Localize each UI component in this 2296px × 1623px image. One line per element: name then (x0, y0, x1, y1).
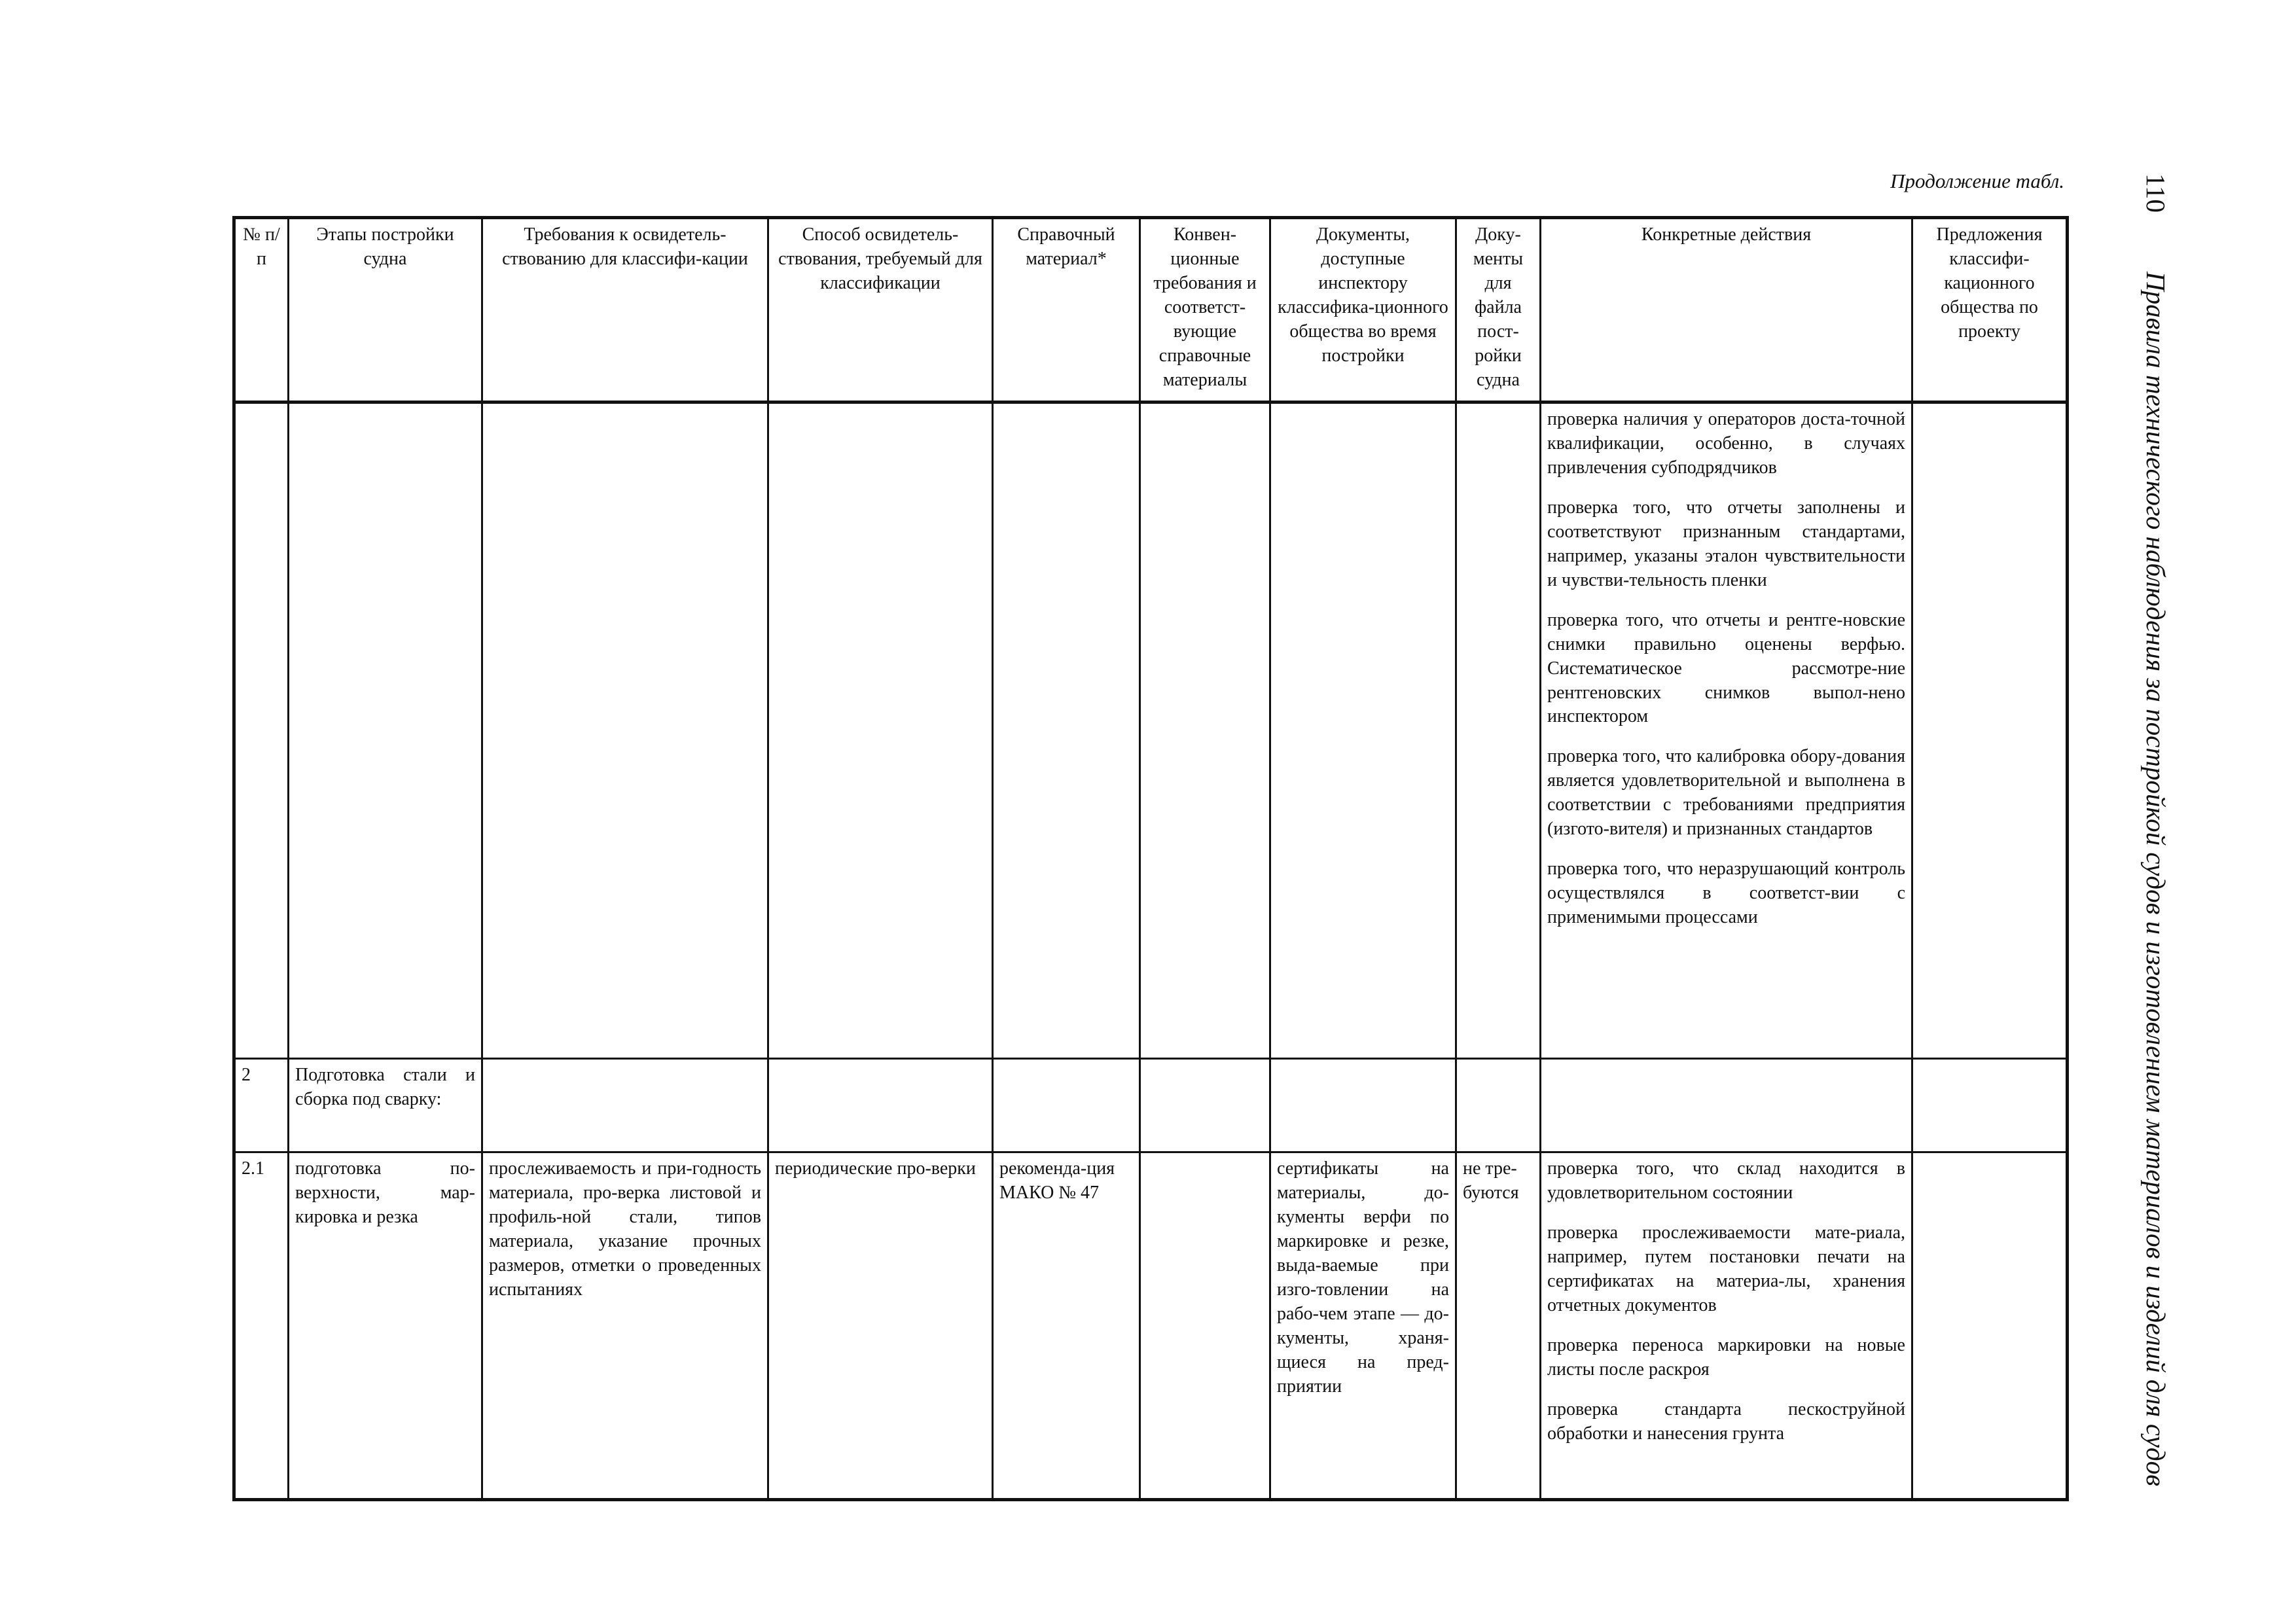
col-header-number: № п/п (234, 218, 289, 402)
continuation-label: Продолжение табл. (1890, 169, 2064, 192)
cell-proposals (1912, 1059, 2068, 1152)
action-item: проверка переноса маркировки на новые листы после раскроя (1547, 1334, 1905, 1380)
cell-proposals (1912, 402, 2068, 1059)
col-header-stage: Этапы постройки судна (289, 218, 482, 402)
cell-reference (993, 402, 1140, 1059)
table-row (234, 1152, 2068, 1500)
col-header-actions: Конкретные действия (1541, 218, 1912, 402)
cell-file-docs (1456, 1059, 1541, 1152)
col-header-reference: Справочный материал* (993, 218, 1140, 402)
cell-number (234, 402, 289, 1059)
action-item: проверка стандарта пескоструйной обработки и нанесения грунта (1547, 1399, 1905, 1444)
cell-number: 2.1 (234, 1152, 289, 1500)
cell-reference (993, 1059, 1140, 1152)
cell-actions (1541, 1059, 1912, 1152)
cell-documents: сертификаты на материалы, до-кументы верфи по маркировке и резке, выда-ваемые при изго-товлении на рабо-чем этапе — до-кументы, храня-щиеся на пред-приятии (1270, 1152, 1456, 1500)
action-item: проверка того, что неразрушающий контроль осуществлялся в соответст-вии с применимыми процессами (1547, 859, 1905, 928)
table-header-row (234, 218, 2068, 402)
col-header-proposals: Предложения классифи-кационного общества по проекту (1912, 218, 2068, 402)
running-title: Правила технического наблюдения за постройкой судов и изготовлением материалов и изделий для судов (2141, 271, 2171, 1486)
col-header-documents: Документы, доступные инспектору классифика-ционного общества во время постройки (1270, 218, 1456, 402)
action-item: проверка того, что калибровка обору-дования является удовлетворительной и выполнена в соответствии с требованиями предприятия (изгото-вителя) и признанных стандартов (1547, 746, 1905, 840)
cell-requirements (482, 402, 768, 1059)
cell-proposals (1912, 1152, 2068, 1500)
side-header (2130, 173, 2182, 1486)
page-number: 110 (2141, 173, 2171, 213)
cell-convention (1140, 1059, 1270, 1152)
cell-file-docs: не тре-буются (1456, 1152, 1541, 1500)
action-item: проверка того, что отчеты заполнены и соответствуют признанным стандартами, например, указаны эталон чувствительности и чувстви-тельность пленки (1547, 497, 1905, 590)
table-row (234, 402, 2068, 1059)
action-item: проверка наличия у операторов доста-точной квалификации, особенно, в случаях привлечения субподрядчиков (1547, 409, 1905, 478)
cell-stage: подготовка по-верхности, мар-кировка и резка (289, 1152, 482, 1500)
action-item: проверка прослеживаемости мате-риала, например, путем постановки печати на сертификатах на материа-лы, хранения отчетных документов (1547, 1222, 1905, 1315)
col-header-method: Способ освидетель-ствования, требуемый для классификации (768, 218, 993, 402)
cell-convention (1140, 1152, 1270, 1500)
col-header-requirements: Требования к освидетель-ствованию для классифи-кации (482, 218, 768, 402)
col-header-file-docs: Доку-менты для файла пост-ройки судна (1456, 218, 1541, 402)
cell-actions (1541, 1152, 1912, 1500)
survey-table (232, 216, 2069, 1501)
cell-documents (1270, 1059, 1456, 1152)
cell-requirements: прослеживаемость и при-годность материала, про-верка листовой и профиль-ной стали, типов материала, указание прочных размеров, отметки о проведенных испытаниях (482, 1152, 768, 1500)
cell-method (768, 402, 993, 1059)
cell-method (768, 1059, 993, 1152)
action-item: проверка того, что склад находится в удовлетворительном состоянии (1547, 1158, 1905, 1203)
cell-reference: рекоменда-ция МАКО № 47 (993, 1152, 1140, 1500)
col-header-convention: Конвен-ционные требования и соответст-вующие справочные материалы (1140, 218, 1270, 402)
cell-stage (289, 402, 482, 1059)
cell-requirements (482, 1059, 768, 1152)
cell-actions (1541, 402, 1912, 1059)
action-item: проверка того, что отчеты и рентге-новские снимки правильно оценены верфью. Систематическое рассмотре-ние рентгеновских снимков выпол-нено инспектором (1547, 609, 1905, 727)
cell-documents (1270, 402, 1456, 1059)
cell-convention (1140, 402, 1270, 1059)
cell-file-docs (1456, 402, 1541, 1059)
cell-number: 2 (234, 1059, 289, 1152)
table-row (234, 1059, 2068, 1152)
cell-method: периодические про-верки (768, 1152, 993, 1500)
cell-stage: Подготовка стали и сборка под сварку: (289, 1059, 482, 1152)
